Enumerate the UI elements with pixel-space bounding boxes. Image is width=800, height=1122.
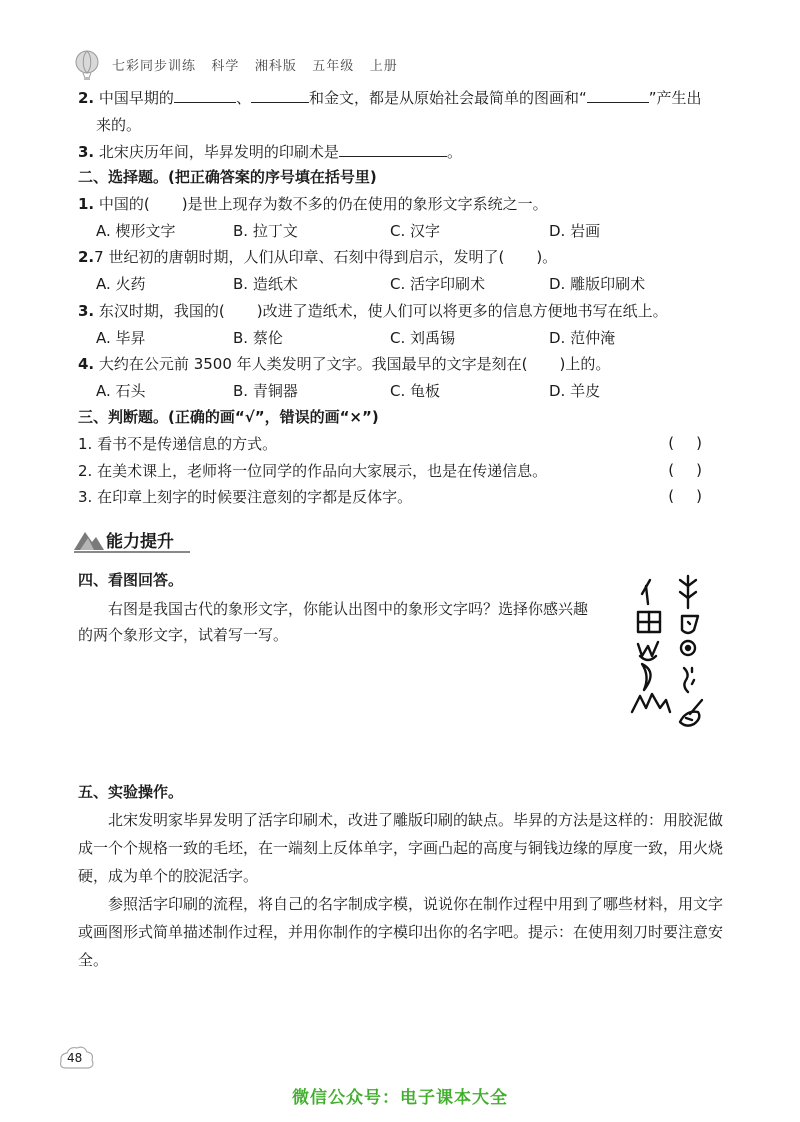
- option-3a: A. 毕昇: [96, 329, 146, 347]
- option-2a: A. 火药: [96, 275, 146, 293]
- judge-answer-2[interactable]: (): [668, 461, 724, 479]
- bird-glyph-icon: [680, 700, 702, 726]
- page-number: 48: [67, 1051, 83, 1065]
- watermark: 微信公众号：电子课本大全: [292, 1088, 508, 1108]
- judge-item-2: 2. 在美术课上，老师将一位同学的作品向大家展示，也是在传递信息。: [78, 462, 548, 480]
- page-number-badge: [58, 1044, 96, 1074]
- option-2c: C. 活字印刷术: [390, 275, 486, 293]
- fire-glyph-icon: [638, 642, 658, 660]
- header-edition: 湘科版: [254, 59, 297, 74]
- experiment-paragraph-1: 北宋发明家毕昇发明了活字印刷术，改进了雕版印刷的缺点。毕昇的方法是这样的：用胶泥做成一个个规格一致的毛坯，在一端刻上反体单字，字画凸起的高度与铜钱边缘的厚度一致，用火烧硬，成为单个的胶泥活字。: [78, 811, 724, 885]
- choice-question-4: 4. 大约在公元前 3500 年人类发明了文字。我国最早的文字是刻在( )上的。: [78, 355, 611, 373]
- blank-2c[interactable]: [587, 88, 649, 103]
- header-series: 七彩同步训练: [112, 59, 197, 74]
- option-3c: C. 刘禹锡: [390, 329, 456, 347]
- option-4b: B. 青铜器: [233, 382, 298, 400]
- option-3d: D. 范仲淹: [549, 329, 616, 347]
- header-logo: [72, 50, 102, 80]
- fill-question-2: 2. 中国早期的 、 和金文，都是从原始社会最简单的图画和“ ”产生出: [78, 89, 702, 107]
- option-4d: D. 羊皮: [549, 382, 601, 400]
- header-grade: 五年级: [312, 59, 355, 74]
- mountain-glyph-icon: [632, 694, 670, 712]
- section-banner: [74, 526, 394, 554]
- judge-item-3: 3. 在印章上刻字的时候要注意刻的字都是反体字。: [78, 488, 413, 506]
- water-glyph-icon: [684, 668, 694, 692]
- header-subject: 科学: [211, 59, 240, 74]
- judge-answer-1[interactable]: (): [668, 434, 724, 452]
- picture-body-line-2: 的两个象形文字，试着写一写。: [78, 626, 289, 644]
- field-glyph-icon: [638, 612, 660, 632]
- choice-heading: 二、选择题。(把正确答案的序号填在括号里): [78, 168, 377, 186]
- option-4c: C. 龟板: [390, 382, 441, 400]
- person-glyph-icon: [642, 580, 650, 604]
- option-2b: B. 造纸术: [233, 275, 298, 293]
- option-2d: D. 雕版印刷术: [549, 275, 646, 293]
- choice-question-1: 1. 中国的( )是世上现存为数不多的仍在使用的象形文字系统之一。: [78, 195, 548, 213]
- option-4a: A. 石头: [96, 382, 146, 400]
- option-3b: B. 蔡伦: [233, 329, 283, 347]
- sun-glyph-icon: [682, 616, 698, 633]
- choice-question-3: 3. 东汉时期，我国的( )改进了造纸术，使人们可以将更多的信息方便地书写在纸上。: [78, 302, 668, 320]
- picture-heading: 四、看图回答。: [78, 571, 184, 589]
- mountain-icon: [74, 528, 104, 550]
- option-1b: B. 拉丁文: [233, 222, 298, 240]
- blank-2b[interactable]: [251, 88, 309, 103]
- picture-body: [78, 596, 618, 648]
- blank-3[interactable]: [339, 142, 447, 157]
- balloon-logo-icon: [72, 50, 102, 80]
- experiment-paragraph-2: 参照活字印刷的流程，将自己的名字制成字模，说说你在制作过程中用到了哪些材料，用文字或画图形式简单描述制作过程，并用你制作的字模印出你的名字吧。提示：在使用刻刀时要注意安全。: [78, 895, 724, 969]
- tree-glyph-icon: [680, 576, 696, 608]
- judge-heading: 三、判断题。(正确的画“√”，错误的画“×”): [78, 408, 379, 426]
- fill-question-2-cont: 来的。: [96, 116, 142, 134]
- option-1d: D. 岩画: [549, 222, 601, 240]
- experiment-heading: 五、实验操作。: [78, 783, 184, 801]
- judge-answer-3[interactable]: (): [668, 487, 724, 505]
- blank-2a[interactable]: [174, 88, 236, 103]
- fill-question-3: 3. 北宋庆历年间，毕昇发明的印刷术是 。: [78, 143, 462, 161]
- page-header: [112, 55, 398, 74]
- experiment-body: [78, 806, 728, 974]
- moon-glyph-icon: [642, 664, 651, 690]
- eye-glyph-icon: [681, 641, 695, 655]
- option-1c: C. 汉字: [390, 222, 441, 240]
- pictograph-figure: [628, 572, 708, 732]
- option-1a: A. 楔形文字: [96, 222, 176, 240]
- header-volume: 上册: [369, 59, 398, 74]
- picture-body-line-1: 右图是我国古代的象形文字，你能认出图中的象形文字吗？选择你感兴趣: [108, 600, 589, 618]
- choice-question-2: 2.7 世纪初的唐朝时期，人们从印章、石刻中得到启示，发明了( )。: [78, 248, 558, 266]
- judge-item-1: 1. 看书不是传递信息的方式。: [78, 435, 278, 453]
- banner-title: 能力提升: [106, 532, 174, 552]
